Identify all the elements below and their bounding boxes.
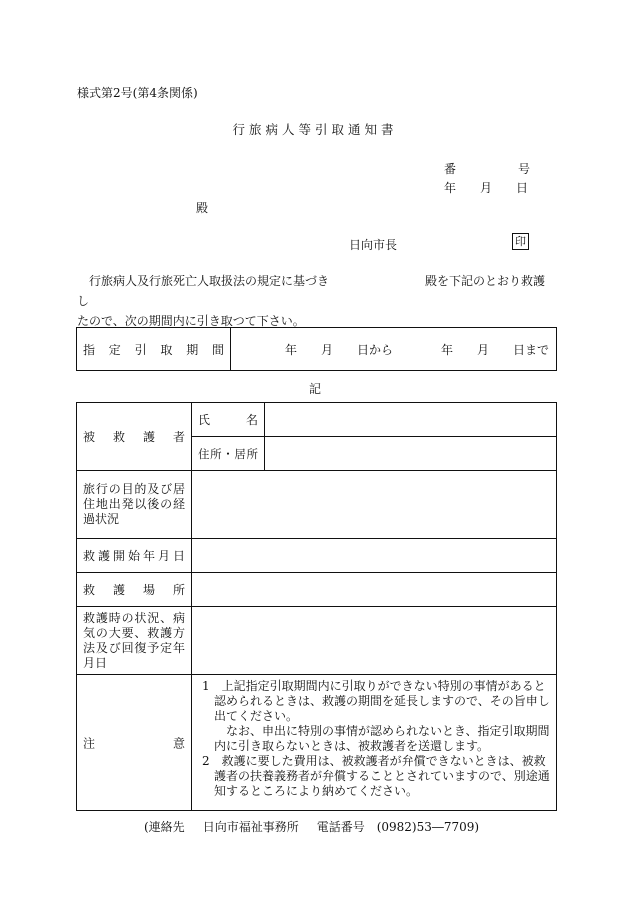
document-number-line: [444, 160, 530, 177]
note-2: 2 救護に要した費用は、被救護者が弁償できないときは、被救護者の扶養義務者が弁償することとされていますので、別途通知するところにより納めてください。: [202, 754, 550, 798]
contact-label: (連絡先: [144, 820, 185, 834]
place-label: 救護場所: [77, 573, 192, 607]
details-table: [76, 402, 557, 811]
body-part2: 殿を下記のとおり救護し: [77, 274, 546, 308]
form-id: 様式第2号(第4条関係): [77, 86, 198, 100]
contact-office: 日向市福祉事務所: [202, 820, 299, 834]
seal-mark: 印: [512, 233, 529, 250]
notes-label-right: 意: [172, 736, 185, 750]
name-label: 氏名: [192, 403, 265, 437]
notice-body: [77, 271, 557, 331]
number-label: 番: [444, 162, 457, 176]
month-label: 月: [480, 181, 493, 195]
addressee-suffix: 殿: [196, 201, 209, 215]
document-title: 行旅病人等引取通知書: [232, 122, 398, 137]
date-line: [444, 179, 528, 196]
address-field[interactable]: [265, 437, 557, 471]
name-field[interactable]: [265, 403, 557, 437]
body-line2: たので、次の期間内に引き取つて下さい。: [77, 314, 305, 328]
ki-mark: 記: [308, 382, 321, 396]
period-table: [76, 327, 557, 371]
start-date-label: 救護開始年月日: [77, 539, 192, 573]
start-date-field[interactable]: [192, 539, 557, 573]
period-label: 指定引取期間: [77, 328, 231, 371]
note-1b: なお、申出に特別の事情が認められないとき、指定引取期間内に引き取らないときは、被救護者を送還します。: [214, 724, 550, 753]
travel-label: 旅行の目的及び居住地出発以後の経過状況: [77, 471, 192, 539]
go-label: 号: [518, 162, 531, 176]
issuer-name: 日向市長: [349, 238, 398, 252]
rescued-person-label: 被救護者: [77, 403, 192, 471]
contact-phone: 電話番号 (0982)53―7709): [316, 820, 480, 834]
period-value: 年 月 日から 年 月 日まで: [231, 328, 557, 371]
body-part1: 行旅病人及行旅死亡人取扱法の規定に基づき: [89, 274, 330, 288]
year-label: 年: [444, 181, 457, 195]
situation-label: 救護時の状況、病気の大要、救護方法及び回復予定年月日: [77, 607, 192, 675]
note-1: 1 上記指定引取期間内に引取りができない特別の事情があると認められるときは、救護の期間を延長しますので、その旨申し出てください。: [202, 679, 550, 723]
contact-line: [144, 818, 497, 835]
travel-field[interactable]: [192, 471, 557, 539]
notes-label-left: 注: [83, 736, 96, 750]
notes-content: [192, 675, 557, 811]
situation-field[interactable]: [192, 607, 557, 675]
notes-label: [77, 675, 192, 811]
address-label: 住所・居所: [192, 437, 265, 471]
day-label: 日: [516, 181, 529, 195]
place-field[interactable]: [192, 573, 557, 607]
